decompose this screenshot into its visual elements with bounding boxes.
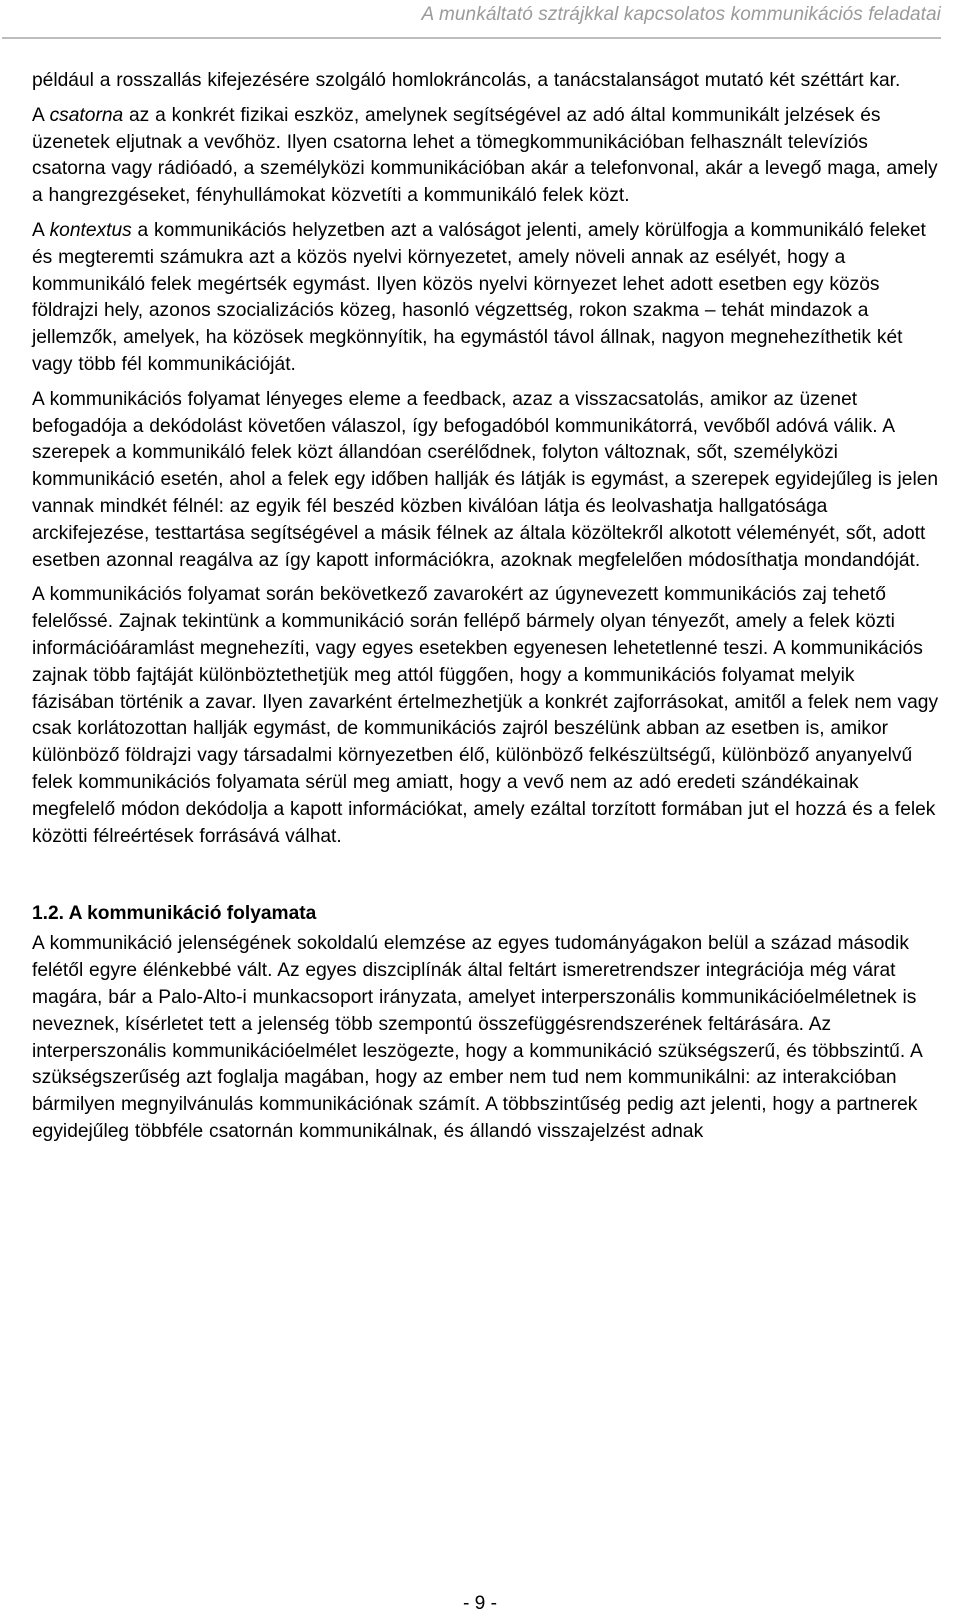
text-run: például a rosszallás kifejezésére szolgáló homlokráncolás, a tanácstalanságot mutató két széttárt kar. — [32, 70, 901, 91]
text-run: A kommunikációs folyamat lényeges eleme a feedback, azaz a visszacsatolás, amikor az üzenet befogadója a dekódolást követően válaszol, így befogadóból kommunikátorrá, vevőből adóvá válik. A szerepek a kommunikáló felek közt állandóan cserélődnek, folyton változnak, sőt, személyközi kommunikáció esetén, ahol a felek egy időben hallják és látják is egymást, a szerepek egyidejűleg is jelen vannak mindkét félnél: az egyik fél beszéd közben kiválóan látja és leolvashatja hallgatósága arckifejezése, testtartása segítségével a másik félnek az általa közöltekről alkotott véleményét, sőt, adott esetben azonnal reagálva az így kapott információkra, azoknak megfelelően módosíthatja mondandóját. — [32, 388, 939, 571]
body-paragraph — [32, 218, 942, 379]
italic-term: kontextus — [49, 219, 132, 241]
paragraph-list — [32, 68, 942, 850]
body-paragraph — [32, 68, 942, 95]
running-header: A munkáltató sztrájkkal kapcsolatos kommunikációs feladatai — [421, 4, 941, 25]
body-paragraph — [32, 582, 942, 850]
section-spacer — [32, 858, 942, 900]
body-paragraph — [32, 103, 942, 210]
body-content — [32, 68, 942, 1154]
text-run: A kommunikációs folyamat során bekövetkező zavarokért az úgynevezett kommunikációs zaj tehető felelőssé. Zajnak tekintünk a kommunikáció során fellépő bármely olyan tényezőt, amely a felek közti információáramlást megnehezíti, vagy egyes esetekben egyenesen lehetetlenné teszi. A kommunikációs zajnak több fajtáját különböztethetjük meg attól függően, hogy a kommunikációs folyamat melyik fázisában történik a zavar. Ilyen zavarként értelmezhetjük a konkrét zajforrásokat, amitől a felek nem vagy csak korlátozottan hallják egymást, de kommunikációs zajról beszélünk abban az esetben is, amikor különböző földrajzi vagy társadalmi környezetben élő, különböző felkészültségű, különböző anyanyelvű felek kommunikációs folyamata sérül meg amiatt, hogy a vevő nem az adó eredeti szándékainak megfelelő módon dekódolja a kapott információkat, amely ezáltal torzított formában jut el hozzá és a felek közötti félreértések forrásává válhat. — [32, 584, 939, 847]
text-run: az a konkrét fizikai eszköz, amelynek segítségével az adó által kommunikált jelzések és üzenetek eljutnak a vevőhöz. Ilyen csatorna lehet a tömegkommunikációban felhasznált televíziós csatorna vagy rádióadó, a személyközi kommunikációban akár a telefonvonal, akár a levegő maga, amely a hangrezgéseket, fényhullámokat közvetíti a kommunikáló felek közt. — [32, 104, 938, 207]
text-run: A — [32, 219, 50, 241]
header-rule — [2, 37, 941, 39]
text-run: a kommunikációs helyzetben azt a valóságot jelenti, amely körülfogja a kommunikáló feleket és megteremti számukra azt a közös nyelvi környezetet, amely növeli annak az esélyét, hogy a kommunikáló felek megértsék egymást. Ilyen közös nyelvi környezet lehet adott esetben egy közös földrajzi hely, azonos szocializációs közeg, hasonló végzettség, rokon szakma – tehát mindazok a jellemzők, amelyek, ha közösek megkönnyítik, ha egymástól távol állnak, nagyon megnehezíthetik két vagy több fél kommunikációját. — [32, 219, 926, 375]
text-run: A — [32, 104, 50, 126]
page-number: - 9 - — [462, 1593, 498, 1614]
body-paragraph — [32, 387, 942, 575]
section-heading: 1.2. A kommunikáció folyamata — [32, 903, 317, 925]
italic-term: csatorna — [49, 104, 124, 126]
section-paragraph: A kommunikáció jelenségének sokoldalú elemzése az egyes tudományágakon belül a század második felétől egyre élénkebbé vált. Az egyes diszciplínák által feltárt ismeretrendszer integrációja még várat magára, bár a Palo-Alto-i munkacsoport irányzata, amelyet interperszonális kommunikációelméletnek is neveznek, kísérletet tett a jelenség több szempontú összefüggésrendszerének feltárására. Az interperszonális kommunikációelmélet leszögezte, hogy a kommunikáció szükségszerű, és többszintű. A szükségszerűség azt foglalja magában, hogy az ember nem tud nem kommunikálni: az interakcióban bármilyen megnyilvánulás kommunikációnak számít. A többszintűség pedig azt jelenti, hogy a partnerek egyidejűleg többféle csatornán kommunikálnak, és állandó visszajelzést adnak — [32, 933, 922, 1142]
